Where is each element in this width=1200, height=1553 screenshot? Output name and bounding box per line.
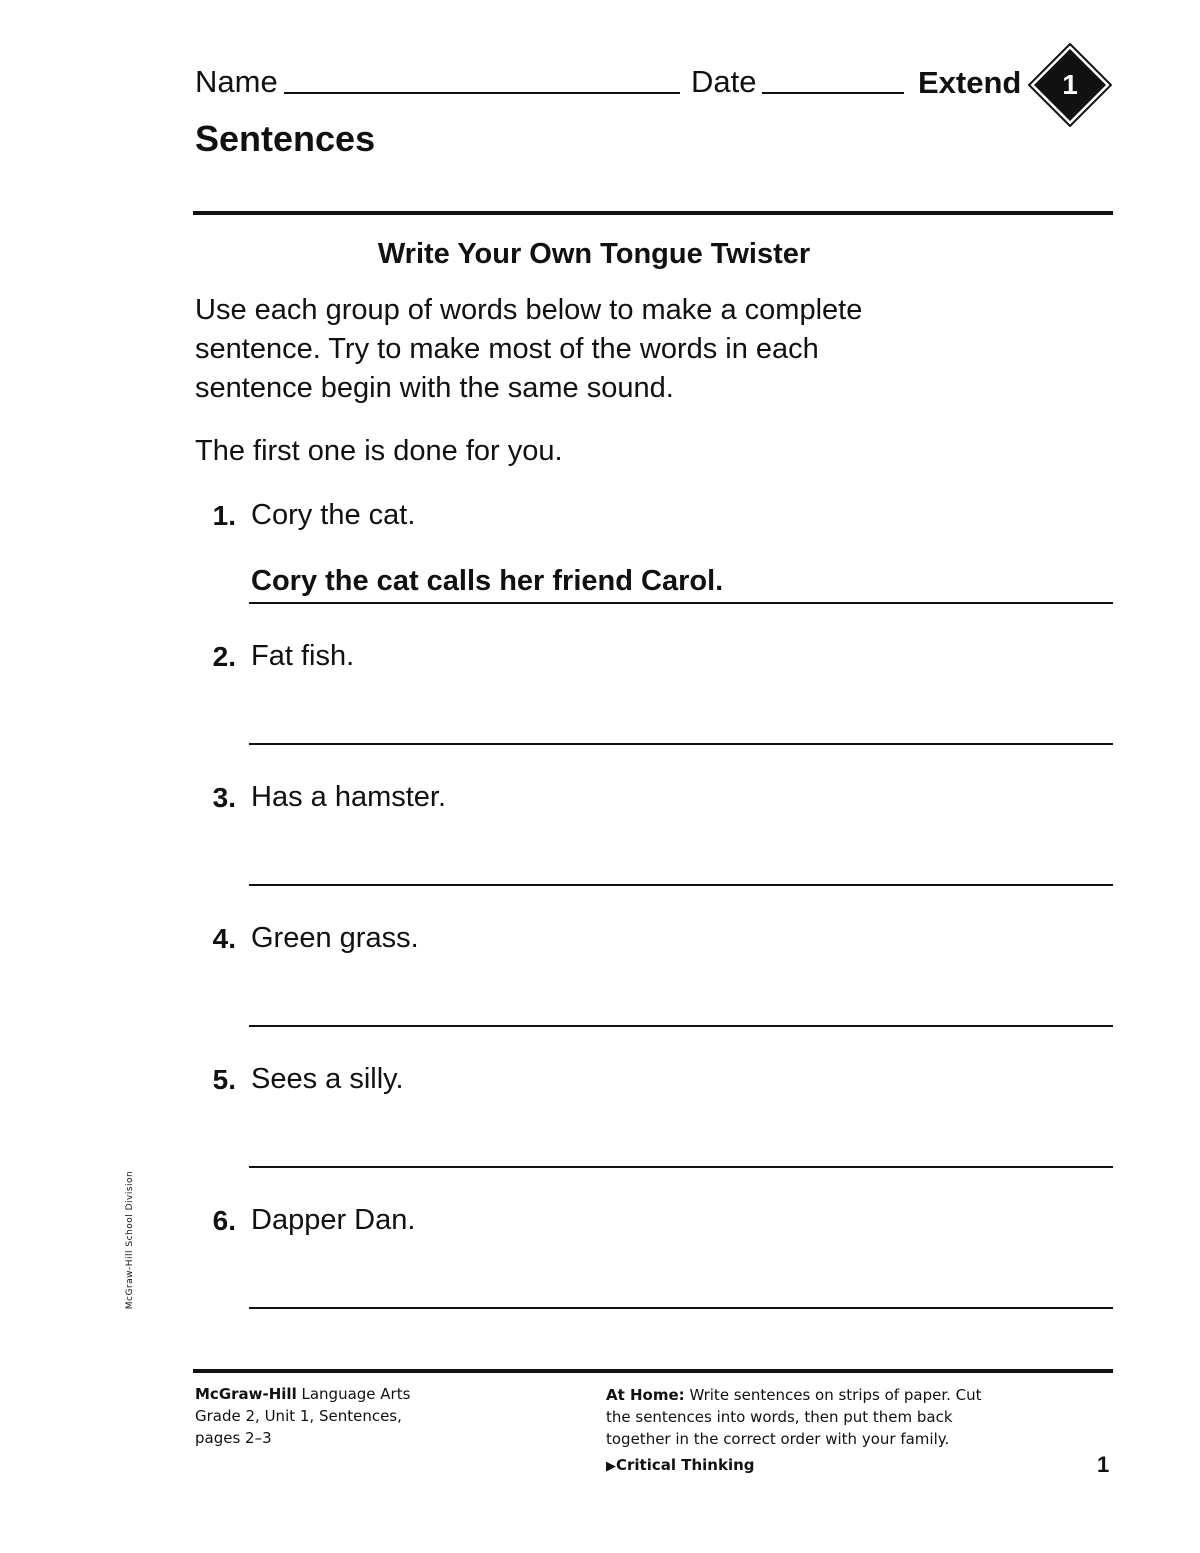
badge-number: 1 (1062, 69, 1078, 100)
answer-line[interactable] (249, 602, 1113, 604)
answer-line[interactable] (249, 884, 1113, 886)
at-home-text: the sentences into words, then put them back (606, 1408, 953, 1426)
date-field-line[interactable] (762, 92, 904, 94)
footer-publisher: McGraw-Hill (195, 1385, 297, 1403)
instructions (195, 291, 1095, 408)
instruction-line: sentence begin with the same sound. (195, 372, 674, 404)
item-prompt: Fat fish. (251, 640, 355, 672)
item-number: 3. (212, 782, 236, 813)
item-prompt: Sees a silly. (251, 1063, 404, 1095)
footer-source (195, 1383, 410, 1449)
answer-line[interactable] (249, 1166, 1113, 1168)
item-number: 2. (212, 641, 236, 672)
level-badge (1028, 43, 1112, 127)
page-number: 1 (1097, 1452, 1110, 1477)
triangle-right-icon: ▶ (606, 1459, 616, 1474)
item-number: 6. (212, 1205, 236, 1236)
page-title: Sentences (195, 118, 376, 159)
item-prompt: Green grass. (251, 922, 419, 954)
example-answer: Cory the cat calls her friend Carol. (251, 565, 724, 597)
footer-divider (193, 1369, 1113, 1373)
at-home-label: At Home: (606, 1386, 685, 1404)
subtitle-wrap (80, 240, 1108, 269)
answer-line[interactable] (249, 1025, 1113, 1027)
item-prompt: Dapper Dan. (251, 1204, 416, 1236)
name-field-line[interactable] (284, 92, 680, 94)
name-label: Name (195, 64, 278, 99)
item-number: 4. (212, 923, 236, 954)
extend-label: Extend (918, 65, 1022, 100)
answer-line[interactable] (249, 743, 1113, 745)
section-subtitle: Write Your Own Tongue Twister (377, 238, 811, 270)
date-label: Date (691, 64, 757, 99)
instruction-line: sentence. Try to make most of the words in each (195, 333, 819, 365)
example-note: The first one is done for you. (195, 435, 563, 467)
item-prompt: Has a hamster. (251, 781, 447, 813)
at-home-text: together in the correct order with your family. (606, 1430, 950, 1448)
instruction-line: Use each group of words below to make a complete (195, 294, 863, 326)
item-prompt: Cory the cat. (251, 499, 416, 531)
footer-at-home (606, 1384, 982, 1478)
item-number: 5. (212, 1064, 236, 1095)
title-divider (193, 211, 1113, 215)
critical-thinking-tag (606, 1454, 982, 1478)
at-home-text: Write sentences on strips of paper. Cut (684, 1386, 982, 1404)
footer-product: Language Arts (296, 1385, 411, 1403)
item-number: 1. (212, 500, 236, 531)
footer-grade: Grade 2, Unit 1, Sentences, (195, 1407, 402, 1425)
answer-line[interactable] (249, 1307, 1113, 1309)
side-credit: McGraw-Hill School Division (125, 1170, 135, 1310)
critical-thinking-label: Critical Thinking (616, 1456, 755, 1474)
footer-pages: pages 2–3 (195, 1429, 272, 1447)
